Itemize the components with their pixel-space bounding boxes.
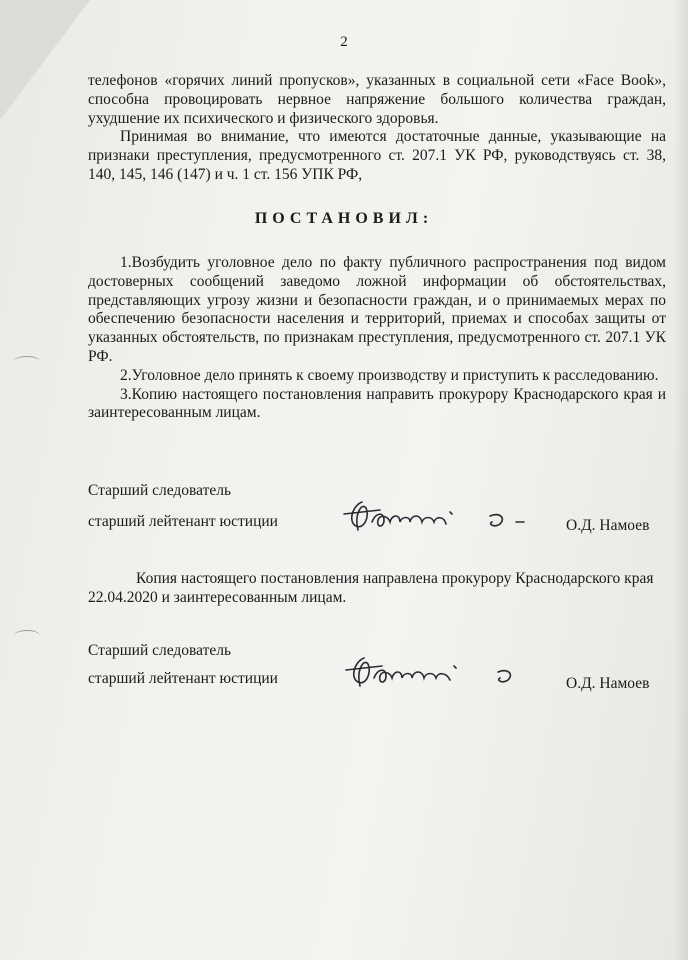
copy-note xyxy=(88,570,673,608)
handwritten-signature xyxy=(340,496,540,540)
copy-note-text: Копия настоящего постановления направлена прокурору Краснодарского края 22.04.2020 и заинтересованным лицам. xyxy=(88,570,654,606)
punch-hole-mark xyxy=(14,356,40,367)
decision-item-2: 2.Уголовное дело принять к своему производству и приступить к расследованию. xyxy=(120,366,659,384)
signer-position: Старший следователь xyxy=(88,642,232,659)
intro-text xyxy=(88,72,666,185)
page-edge-shadow xyxy=(674,0,688,960)
decision-list xyxy=(88,254,666,423)
punch-hole-mark xyxy=(14,630,40,641)
decision-item-3: 3.Копию настоящего постановления направить прокурору Краснодарского края и заинтересованным лицам. xyxy=(88,385,666,422)
signer-name: О.Д. Намоев xyxy=(566,675,650,692)
page-fold-shadow xyxy=(0,0,90,120)
signer-name: О.Д. Намоев xyxy=(566,517,650,534)
resolution-heading: ПОСТАНОВИЛ: xyxy=(254,210,434,227)
decision-item-1: 1.Возбудить уголовное дело по факту публичного распространения под видом достоверных сообщений заведомо ложной информации об обстоятельствах, представляющих угрозу жизни и безопасности граждан, и о принимаемых мерах по обеспечению безопасности населения и территорий, приемах и способах защиты от указанных обстоятельств, по признакам преступления, предусмотренного ст. 207.1 УК РФ. xyxy=(88,254,666,365)
signer-rank: старший лейтенант юстиции xyxy=(88,670,278,687)
signer-rank: старший лейтенант юстиции xyxy=(88,513,278,530)
page-number: 2 xyxy=(340,34,348,50)
paragraph-considering: Принимая во внимание, что имеются достаточные данные, указывающие на признаки преступления, предусмотренного ст. 207.1 УК РФ, руководствуясь ст. 38, 140, 145, 146 (147) и ч. 1 ст. 156 УПК РФ, xyxy=(88,128,666,183)
handwritten-signature xyxy=(340,652,540,696)
signer-position: Старший следователь xyxy=(88,482,232,499)
paragraph-continuation: телефонов «горячих линий пропусков», указанных в социальной сети «Face Book», способна провоцировать нервное напряжение большого количества граждан, ухудшение их психического и физического здоровья. xyxy=(88,72,666,127)
